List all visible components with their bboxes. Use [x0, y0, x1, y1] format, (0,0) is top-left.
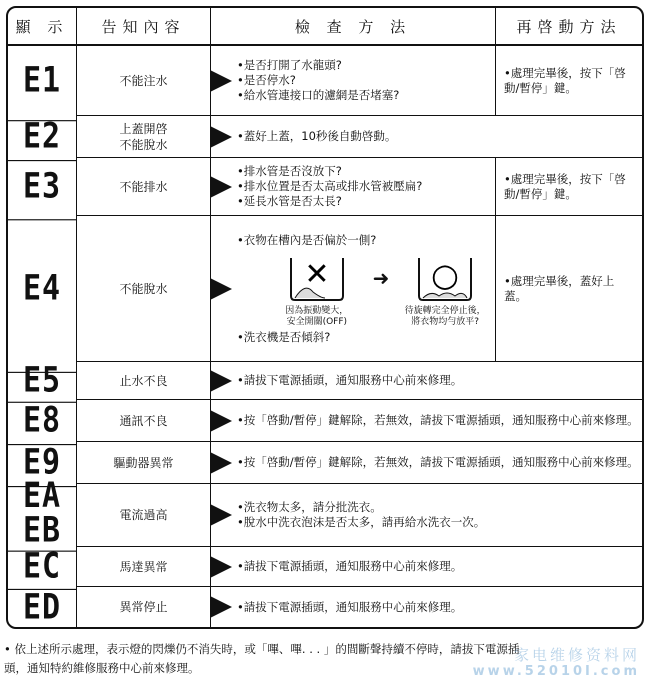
check-cell	[210, 442, 642, 484]
error-code: E9	[8, 439, 76, 487]
error-code: EC	[8, 544, 76, 590]
check-cell	[210, 484, 642, 547]
notice-text: 異常停止	[119, 600, 168, 614]
caption-text: 待旋轉完全停止後，	[404, 305, 486, 316]
table-row	[8, 547, 642, 587]
circle-symbol: ○	[431, 255, 460, 294]
notice-text: 不能脫水	[119, 281, 168, 296]
table-row	[8, 362, 642, 400]
check-cell	[210, 400, 642, 442]
check-cell	[210, 587, 642, 627]
watermark-url: www.52010I.com	[472, 664, 640, 679]
check-item: •洗衣物太多，請分批洗衣。	[237, 500, 382, 514]
check-cell	[210, 116, 642, 158]
header-notice: 告知內容	[76, 8, 210, 46]
check-item: •請拔下電源插頭，通知服務中心前來修理。	[237, 599, 463, 614]
table-row	[8, 158, 642, 216]
notice-cell	[76, 158, 210, 216]
caption-text: 安全開關(OFF)	[286, 316, 348, 327]
check-cell	[210, 158, 495, 216]
arrow-icon	[210, 126, 232, 148]
check-item: •脫水中洗衣泡沫是否太多，請再給水洗衣一次。	[237, 515, 486, 529]
arrow-icon	[210, 556, 232, 578]
check-item: •蓋好上蓋，10秒後自動啓動。	[237, 129, 397, 143]
arrow-icon	[210, 70, 232, 92]
illustration-right	[395, 252, 495, 328]
notice-cell	[76, 216, 210, 362]
notice-text: 驅動器異常	[113, 455, 174, 470]
notice-text: 不能脫水	[119, 137, 168, 152]
check-item: •洗衣機是否傾斜?	[237, 329, 331, 344]
restart-cell: •處理完畢後，按下「啓動/暫停」鍵。	[495, 158, 642, 216]
header-restart: 再啓動方法	[495, 8, 642, 46]
error-code-line: EB	[22, 510, 62, 551]
right-arrow-icon: ➜	[372, 266, 390, 290]
notice-cell	[76, 46, 210, 116]
check-cell	[210, 547, 642, 587]
notice-text: 不能注水	[119, 73, 168, 88]
check-item: •排水管是否沒放下?	[237, 164, 342, 178]
check-item: •延長水管是否太長?	[237, 194, 342, 208]
check-item: •是否打開了水龍頭?	[237, 58, 342, 72]
check-item: •請拔下電源插頭，通知服務中心前來修理。	[237, 373, 463, 387]
arrow-icon	[210, 410, 232, 432]
arrow-icon	[210, 504, 232, 526]
arrow-icon	[210, 176, 232, 198]
tub-right-icon	[413, 252, 477, 304]
notice-cell	[76, 362, 210, 400]
error-code: E5	[8, 359, 76, 403]
restart-cell: •處理完畢後，按下「啓動/暫停」鍵。	[495, 46, 642, 116]
notice-text: 止水不良	[119, 373, 168, 388]
table-row	[8, 442, 642, 484]
error-code	[8, 475, 76, 551]
notice-text: 馬達異常	[119, 559, 168, 574]
error-code-line: EA	[22, 475, 62, 517]
check-item: •排水位置是否太高或排水管被壓扁?	[237, 179, 423, 193]
table-row	[8, 46, 642, 116]
error-code: ED	[22, 586, 62, 628]
notice-cell	[76, 442, 210, 484]
notice-text: 電流過高	[119, 508, 168, 522]
notice-cell	[76, 484, 210, 547]
check-cell	[210, 216, 495, 362]
table-row	[8, 116, 642, 158]
check-cell	[210, 362, 642, 400]
error-code: E8	[8, 397, 76, 445]
notice-text: 不能排水	[119, 179, 168, 194]
caption-text: 因為振動變大，	[285, 305, 349, 316]
check-item: •給水管連接口的濾網是否堵塞?	[237, 88, 400, 102]
caption-text: 將衣物均勻放平?	[411, 316, 480, 327]
notice-text: 上蓋開啓	[119, 121, 168, 136]
footer-line: 頭，通知特約維修服務中心前來修理。	[4, 661, 200, 675]
error-code: E1	[8, 41, 76, 122]
arrow-icon	[210, 370, 232, 392]
check-cell	[210, 46, 495, 116]
check-item: •按「啓動/暫停」鍵解除，若無效，請拔下電源插頭，通知服務中心前來修理。	[237, 455, 639, 469]
watermark-title: 家电维修资料网	[513, 646, 640, 664]
footer-line: • 依上述所示處理，表示燈的閃爍仍不消失時，或「嗶、嗶. . . 」的間斷聲持續不停時，請拔下電源插	[4, 642, 520, 656]
restart-cell: •處理完畢後，蓋好上蓋。	[495, 216, 642, 362]
notice-cell	[76, 547, 210, 587]
header-row	[8, 8, 642, 46]
header-check: 檢 查 方 法	[210, 8, 495, 46]
table-row	[8, 216, 642, 362]
arrow-icon	[210, 278, 232, 300]
check-item: •請拔下電源插頭，通知服務中心前來修理。	[237, 559, 463, 573]
notice-cell	[76, 116, 210, 158]
header-code: 顯 示	[8, 8, 76, 46]
notice-cell	[76, 400, 210, 442]
error-code-table	[6, 6, 644, 629]
illustration-wrong	[267, 252, 367, 328]
unbalanced-load-illustration	[267, 252, 495, 328]
table-row	[8, 587, 642, 627]
error-code: E4	[8, 205, 76, 373]
table-row	[8, 484, 642, 547]
arrow-icon	[210, 452, 232, 474]
check-item: •按「啓動/暫停」鍵解除，若無效，請拔下電源插頭，通知服務中心前來修理。	[237, 413, 639, 427]
error-code: E3	[8, 154, 76, 221]
cross-symbol: ✕	[304, 256, 330, 292]
notice-text: 通訊不良	[119, 413, 168, 428]
check-item: •衣物在槽內是否偏於一側?	[237, 232, 377, 247]
check-item: •是否停水?	[237, 73, 296, 87]
error-code: E2	[8, 113, 76, 161]
tub-wrong-icon	[285, 252, 349, 304]
arrow-icon	[210, 596, 232, 618]
notice-cell	[76, 587, 210, 627]
table-row	[8, 400, 642, 442]
